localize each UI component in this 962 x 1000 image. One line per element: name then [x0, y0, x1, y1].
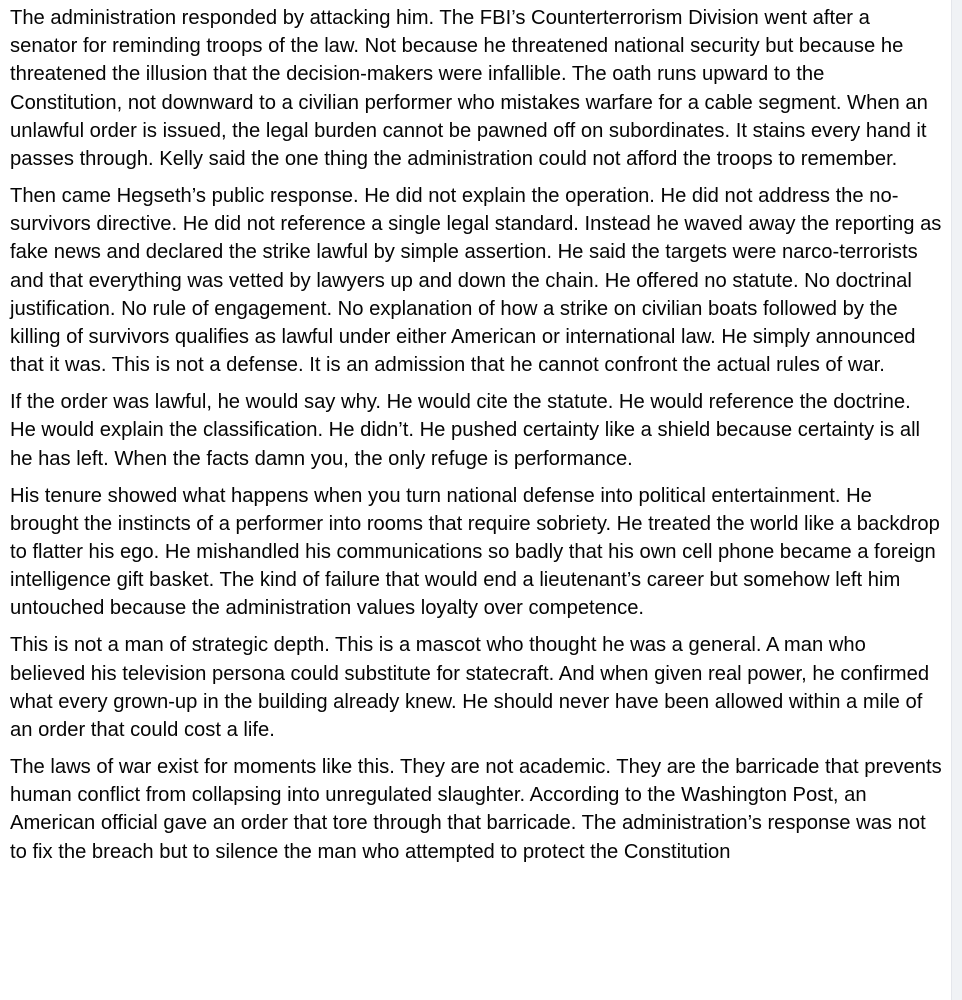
- post-paragraph-5: This is not a man of strategic depth. This is a mascot who thought he was a general. A man who believed his television persona could substitute for statecraft. And when given real power, he confirmed what every grown-up in the building already knew. He should never have been allowed within a mile of an order that could cost a life.: [10, 634, 930, 742]
- scrollbar-gutter[interactable]: [951, 0, 962, 1000]
- post-paragraph-4: His tenure showed what happens when you turn national defense into political entertainment. He brought the instincts of a performer into rooms that require sobriety. He treated the world like a backdrop to flatter his ego. He mishandled his communications so badly that his own cell phone became a foreign intelligence gift basket. The kind of failure that would end a lieutenant’s career but somehow left him untouched because the administration values loyalty over competence.: [10, 484, 940, 620]
- post-paragraph-1: The administration responded by attacking him. The FBI’s Counterterrorism Division went after a senator for reminding troops of the law. Not because he threatened national security but because he threatened the illusion that the decision-makers were infallible. The oath runs upward to the Constitution, not downward to a civilian performer who mistakes warfare for a cable segment. When an unlawful order is issued, the legal burden cannot be pawned off on subordinates. It stains every hand it passes through. Kelly said the one thing the administration could not afford the troops to remember.: [10, 7, 928, 171]
- post-paragraph-3: If the order was lawful, he would say why. He would cite the statute. He would reference the doctrine. He would explain the classification. He didn’t. He pushed certainty like a shield because certainty is all he has left. When the facts damn you, the only refuge is performance.: [10, 391, 921, 470]
- post-paragraph-2: Then came Hegseth’s public response. He did not explain the operation. He did not address the no-survivors directive. He did not reference a single legal standard. Instead he waved away the reporting as fake news and declared the strike lawful by simple assertion. He said the targets were narco-terrorists and that everything was vetted by lawyers up and down the chain. He offered no statute. No doctrinal justification. No rule of engagement. No explanation of how a strike on civilian boats followed by the killing of survivors qualifies as lawful under either American or international law. He simply announced that it was. This is not a defense. It is an admission that he cannot confront the actual rules of war.: [10, 185, 942, 377]
- post-paragraph-6: The laws of war exist for moments like this. They are not academic. They are the barricade that prevents human conflict from collapsing into unregulated slaughter. According to the Washington Post, an American official gave an order that tore through that barricade. The administration’s response was not to fix the breach but to silence the man who attempted to protect the Constitution: [10, 756, 942, 863]
